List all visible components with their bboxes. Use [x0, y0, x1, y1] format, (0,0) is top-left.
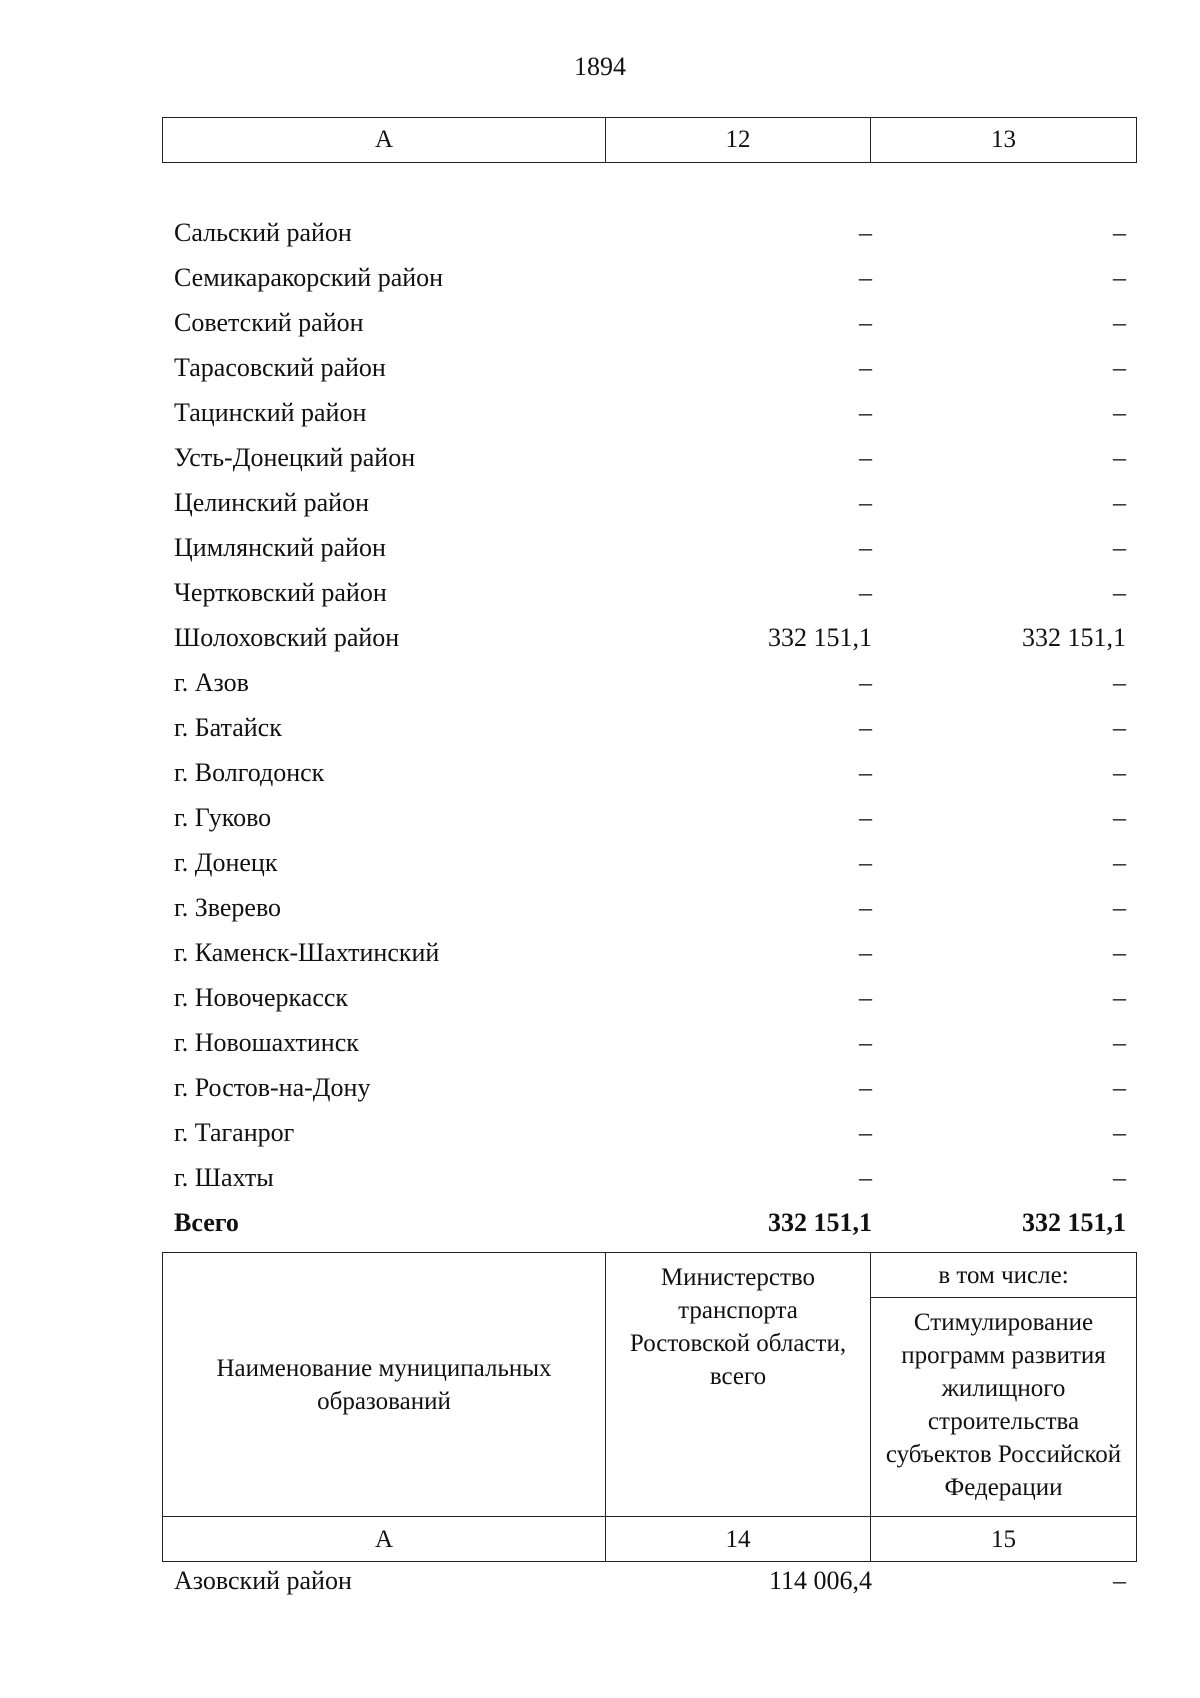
column-number-header	[162, 117, 1137, 163]
value-cell: –	[859, 488, 872, 517]
header-col-14: 14	[606, 1517, 871, 1562]
value-cell: –	[1113, 443, 1126, 472]
value-cell: –	[859, 1118, 872, 1147]
value-cell: –	[859, 983, 872, 1012]
table-row	[162, 660, 1136, 705]
value-cell: –	[859, 758, 872, 787]
value-cell: –	[859, 578, 872, 607]
value-cell: –	[1113, 848, 1126, 877]
municipality-name: г. Новочеркасск	[174, 983, 349, 1012]
table-row	[162, 390, 1136, 435]
header-col-15: 15	[871, 1517, 1137, 1562]
municipality-name: г. Ростов-на-Дону	[174, 1073, 371, 1102]
value-cell: –	[1113, 353, 1126, 382]
value-cell: –	[1113, 488, 1126, 517]
table-row	[162, 300, 1136, 345]
table-row	[162, 570, 1136, 615]
value-cell: –	[1113, 578, 1126, 607]
municipality-name: г. Донецк	[174, 848, 278, 877]
value-cell: –	[1113, 308, 1126, 337]
value-cell: –	[1113, 758, 1126, 787]
value-cell: –	[1113, 1163, 1126, 1192]
total-label: Всего	[174, 1208, 239, 1237]
municipality-name: Тарасовский район	[174, 353, 386, 382]
value-cell: –	[859, 533, 872, 562]
value-cell: –	[859, 353, 872, 382]
value-cell: –	[1113, 803, 1126, 832]
municipality-name: г. Гуково	[174, 803, 272, 832]
municipality-name: г. Каменск-Шахтинский	[174, 938, 440, 967]
total-row	[162, 1200, 1136, 1245]
table-row	[162, 885, 1136, 930]
value-cell: –	[859, 713, 872, 742]
table-row	[162, 1065, 1136, 1110]
table-row	[162, 840, 1136, 885]
municipality-name: Цимлянский район	[174, 533, 386, 562]
table-row	[162, 795, 1136, 840]
value-cell: –	[1113, 533, 1126, 562]
value-cell: –	[859, 938, 872, 967]
municipality-rows-continued	[162, 1558, 1136, 1603]
value-cell: –	[859, 668, 872, 697]
total-value: 332 151,1	[1022, 1208, 1126, 1237]
table-row	[162, 1020, 1136, 1065]
table-row	[162, 1155, 1136, 1200]
municipality-name: г. Батайск	[174, 713, 282, 742]
municipality-name: Тацинский район	[174, 398, 367, 427]
municipality-name: г. Зверево	[174, 893, 282, 922]
value-cell: –	[1113, 398, 1126, 427]
table-row	[162, 930, 1136, 975]
municipality-name: г. Волгодонск	[174, 758, 325, 787]
header-including: в том числе:	[871, 1253, 1137, 1298]
header-col-13: 13	[871, 118, 1137, 163]
value-cell: 332 151,1	[768, 623, 872, 652]
value-cell: –	[1113, 668, 1126, 697]
municipality-name: г. Новошахтинск	[174, 1028, 359, 1057]
value-cell: –	[859, 803, 872, 832]
table-header	[162, 1252, 1137, 1562]
value-cell: –	[859, 1073, 872, 1102]
table-row	[162, 750, 1136, 795]
table-row	[162, 255, 1136, 300]
value-cell: –	[859, 1028, 872, 1057]
value-cell: –	[1113, 713, 1126, 742]
value-cell: –	[859, 1163, 872, 1192]
table-row	[162, 525, 1136, 570]
municipality-name: Чертковский район	[174, 578, 387, 607]
value-cell: –	[859, 263, 872, 292]
municipality-name: г. Азов	[174, 668, 249, 697]
page-number: 1894	[574, 52, 626, 81]
value-cell: –	[1113, 893, 1126, 922]
value-cell: –	[859, 848, 872, 877]
value-cell: –	[859, 218, 872, 247]
table-row	[162, 975, 1136, 1020]
municipality-name: Усть-Донецкий район	[174, 443, 416, 472]
value-cell: –	[1113, 1118, 1126, 1147]
municipality-name: г. Шахты	[174, 1163, 274, 1192]
value-cell: 114 006,4	[768, 1566, 872, 1595]
table-row	[162, 1110, 1136, 1155]
header-col-a: А	[163, 1517, 606, 1562]
value-cell: –	[859, 443, 872, 472]
municipality-name: г. Таганрог	[174, 1118, 295, 1147]
value-cell: –	[1113, 218, 1126, 247]
total-value: 332 151,1	[768, 1208, 872, 1237]
municipality-name: Сальский район	[174, 218, 352, 247]
value-cell: –	[859, 308, 872, 337]
municipality-rows	[162, 210, 1136, 1245]
municipality-name: Азовский район	[174, 1566, 352, 1595]
value-cell: –	[1113, 263, 1126, 292]
table-row	[162, 345, 1136, 390]
table-row	[162, 1558, 1136, 1603]
value-cell: –	[1113, 983, 1126, 1012]
header-municipality-name: Наименование муниципальных образований	[163, 1253, 606, 1517]
value-cell: –	[1113, 938, 1126, 967]
table-row	[162, 480, 1136, 525]
header-housing-programs: Стимулирование программ развития жилищного строительства субъектов Российской Федерации	[871, 1298, 1137, 1517]
header-ministry-total: Министерство транспорта Ростовской области, всего	[606, 1253, 871, 1517]
municipality-name: Целинский район	[174, 488, 369, 517]
value-cell: 332 151,1	[1022, 623, 1126, 652]
value-cell: –	[1113, 1566, 1126, 1595]
municipality-name: Шолоховский район	[174, 623, 400, 652]
municipality-name: Советский район	[174, 308, 364, 337]
table-row	[162, 615, 1136, 660]
header-col-12: 12	[606, 118, 871, 163]
header-col-a: А	[163, 118, 606, 163]
value-cell: –	[1113, 1028, 1126, 1057]
value-cell: –	[859, 893, 872, 922]
table-row	[162, 210, 1136, 255]
municipality-name: Семикаракорский район	[174, 263, 444, 292]
value-cell: –	[1113, 1073, 1126, 1102]
table-row	[162, 705, 1136, 750]
table-row	[162, 435, 1136, 480]
value-cell: –	[859, 398, 872, 427]
